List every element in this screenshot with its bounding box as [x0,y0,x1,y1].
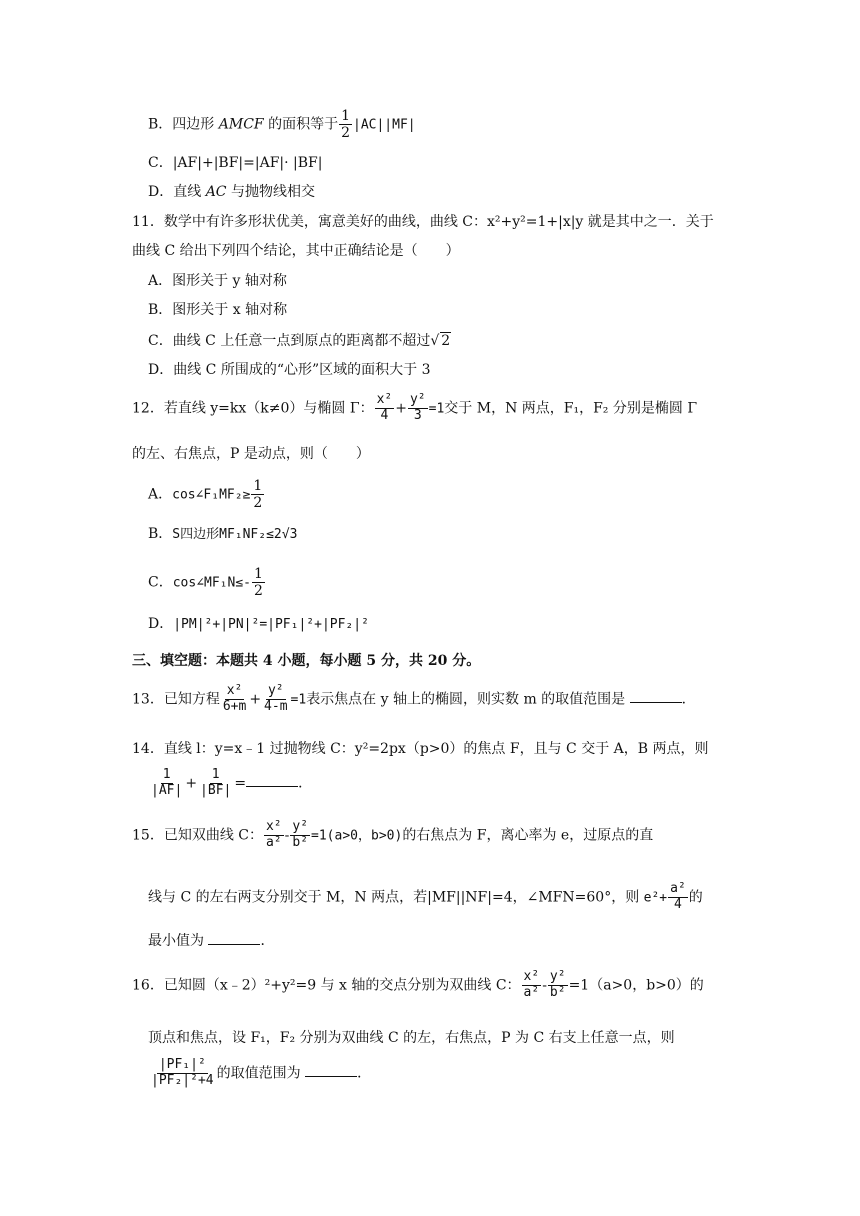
q10-optb-mid: 的面积等于 [263,116,339,133]
q12-suffix: 交于 M，N 两点，F₁，F₂ 分别是椭圆 Γ [444,400,698,417]
frac-num: y² [409,392,426,407]
q12-ellipse-y-frac [408,393,428,424]
q11-option-c: C．曲线 C 上任意一点到原点的距离都不超过√ 2 [148,333,451,349]
q16-answer-blank[interactable] [305,1064,357,1077]
q12-option-c [148,566,266,599]
q16-frac-ratio [149,1058,216,1089]
q13-stem: 13．已知方程 $\frac{\text{x²}}{6+m}$ + $\frac{\text{y²}}{4-m}$ =1表示焦点在 y 轴上的椭圆，则实数 m 的取值范围是 ． [132,683,696,714]
frac-den: |BF| [200,782,232,798]
q10-optd-var: AC [205,184,227,200]
q14-stem-line1: 14．直线 l：y=x﹣1 过抛物线 C：y²=2px（p>0）的焦点 F，且与 C 交于 A，B 两点，则 [132,741,709,757]
q11-optc-text: C．曲线 C 上任意一点到原点的距离都不超过 [148,333,431,349]
q10-optd-prefix: D．直线 [148,184,206,200]
q16-stem-line2: 顶点和焦点，设 F₁，F₂ 分别为双曲线 C 的左，右焦点，P 为 C 右支上任意一点，则 [148,1030,675,1046]
q14-frac-af [149,768,184,799]
q12-optc-label: C． [148,574,173,591]
q12-stem-line1: 12．若直线 y=kx（k≠0）与椭圆 Γ： $\frac{\text{x²}}{4}$ + $\frac{\text{y²}}{3}$ =1交于 M，N 两点，F₁，F₂ 分别是椭圆 Γ [132,392,698,423]
q16-suffix3: 的取值范围为 [216,1065,301,1082]
frac-den: b² [292,834,309,850]
frac-den: 4 [380,407,389,423]
q15-line3: 最小值为 [148,933,204,949]
q11-option-d: D．曲线 C 所围成的“心形”区域的面积大于 3 [148,362,431,378]
frac-den: 3 [413,407,422,423]
frac-den: 2 [341,125,350,142]
q12-ellipse-x-frac [375,393,395,424]
q12-optd-expr: |PM|²+|PN|²=|PF₁|²+|PF₂|² [173,617,369,632]
q12-opta-label: A． [148,486,173,503]
frac-den: b² [549,984,566,1000]
q10-option-d [148,184,315,201]
q12-optb-label: B． [148,526,173,542]
q16-frac-x [522,970,542,1001]
frac-num: 1 [162,767,171,782]
q13-suffix: 表示焦点在 y 轴上的椭圆，则实数 m 的取值范围是 [306,691,626,708]
q16-stem-line3 [148,1058,371,1089]
q14-end: ． [298,775,313,792]
frac-num: y² [267,683,284,698]
q12-optb-expr: S四边形MF₁NF₂≤2√3 [172,527,298,542]
frac-num: y² [292,819,309,834]
q10-optd-suffix: 与抛物线相交 [226,184,315,200]
frac-num: x² [226,683,243,698]
q15-frac-a [668,882,688,913]
q12-prefix: 12．若直线 y=kx（k≠0）与椭圆 Γ： [132,400,374,417]
q12-option-b [148,526,297,543]
q14-frac-bf [198,768,233,799]
q15-line2-prefix: 线与 C 的左右两支分别交于 M，N 两点，若|MF||NF|=4，∠MFN=60°，则 [148,889,640,906]
frac-num: |PF₁|² [158,1057,206,1072]
q10-optb-fraction [339,108,352,141]
q14-stem-line2: $\frac{1}{|AF|}$ + $\frac{1}{|BF|}$ = ． [151,767,313,798]
q15-suffix: 的右焦点为 F，离心率为 e，过原点的直 [402,827,654,844]
q15-e2: e²+ [643,890,668,906]
q14-eq: = [234,775,247,792]
q12-opta-expr: cos∠F₁MF₂≥ [172,487,251,503]
q13-rhs: =1 [290,692,307,708]
frac-num: y² [549,969,566,984]
frac-den: 4-m [264,698,288,714]
q12-option-d [148,616,369,633]
q16-end: ． [357,1065,372,1082]
q16-suffix: =1（a>0，b>0）的 [568,977,704,994]
q12-opta-frac [251,478,264,511]
q11-optc-sqrt: 2 [441,333,451,349]
q13-frac-y [262,684,289,715]
q10-optb-var: AMCF [218,116,264,133]
q10-optb-prefix: B．四边形 [148,116,219,133]
q10-option-b [148,108,416,141]
q14-answer-blank[interactable] [246,774,298,787]
q15-stem-line1: 15．已知双曲线 C： $\frac{\text{x²}}{\text{a²}}$ - $\frac{\text{y²}}{\text{b²}}$ =1(a>0，b>0)的右焦点为 F，离心率为 e，过原点的直 [132,819,654,850]
q12-stem-line2: 的左、右焦点，P 是动点，则（ ） [132,446,370,462]
q16-prefix: 16．已知圆（x﹣2）²+y²=9 与 x 轴的交点分别为双曲线 C： [132,977,521,994]
q15-end: ． [260,933,275,949]
q15-stem-line3 [148,932,274,950]
frac-num: 1 [253,478,263,494]
q15-frac-y [290,820,310,851]
q16-frac-y [548,970,568,1001]
q16-stem-line1: 16．已知圆（x﹣2）²+y²=9 与 x 轴的交点分别为双曲线 C： $\frac{\text{x²}}{\text{a²}}$ - $\frac{\text{y²}}{\text{b²}}$ =1（a>0，b>0）的 [132,969,704,1000]
q12-option-a [148,478,265,511]
frac-den: a² [523,984,540,1000]
frac-num: 1 [211,767,220,782]
q12-optd-label: D． [148,616,174,632]
q13-prefix: 13．已知方程 [132,691,220,708]
frac-den: 4 [674,896,682,912]
q11-stem-line1: 11．数学中有许多形状优美，寓意美好的曲线，曲线 C：x²+y²=1+|x|y 就是其中之一．关于 [132,214,714,230]
frac-num: a² [670,881,686,896]
frac-num: 1 [254,566,263,582]
frac-den: 6+m [222,698,247,714]
q12-optc-frac [252,566,265,599]
q10-option-c: C．|AF|+|BF|=|AF|· |BF| [148,155,323,171]
q15-frac-x [264,820,284,851]
frac-den: |AF| [151,782,183,798]
q13-frac-x [221,684,248,715]
frac-num: 1 [341,108,350,124]
q11-option-a: A．图形关于 y 轴对称 [148,273,287,289]
frac-num: x² [376,392,393,407]
q15-prefix: 15．已知双曲线 C： [132,827,263,844]
q13-answer-blank[interactable] [630,690,682,703]
frac-num: x² [265,819,282,834]
q12-ellipse-rhs: =1 [428,401,445,417]
section-3-heading: 三、填空题：本题共 4 小题，每小题 5 分，共 20 分。 [132,653,481,669]
q15-cond: =1(a>0，b>0) [311,828,403,844]
q11-option-b: B．图形关于 x 轴对称 [148,302,288,318]
q13-end: ． [681,691,696,708]
q15-stem-line2 [148,882,703,913]
frac-den: a² [265,834,282,850]
q11-stem-line2: 曲线 C 给出下列四个结论，其中正确结论是（ ） [132,243,460,259]
frac-den: 2 [253,495,263,512]
q12-optc-expr: cos∠MF₁N≤- [172,575,251,591]
q15-line2-suffix: 的 [688,889,703,906]
frac-num: x² [523,969,540,984]
q15-answer-blank[interactable] [208,932,260,945]
frac-den: 2 [254,583,263,600]
q10-optb-expr: |AC||MF| [353,117,416,133]
frac-den: |PF₂|²+4 [151,1072,214,1088]
